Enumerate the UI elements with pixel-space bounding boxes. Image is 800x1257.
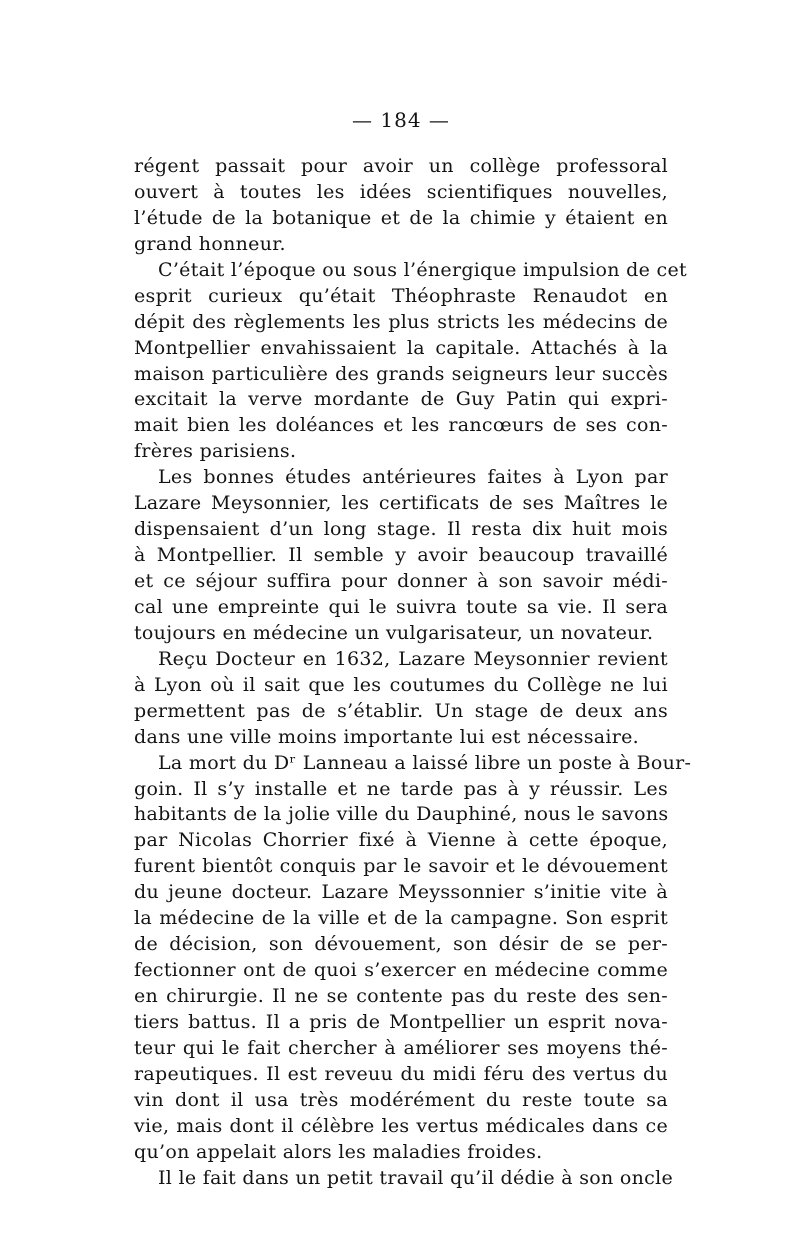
text-line: l’étude de la botanique et de la chimie y étaient en (134, 206, 668, 229)
text-line: maison particulière des grands seigneurs leur succès (134, 362, 668, 385)
text-line: vin dont il usa très modérément du reste toute sa (134, 1088, 668, 1111)
text-line: frères parisiens. (134, 440, 297, 463)
text-line: goin. Il s’y installe et ne tarde pas à y réussir. Les (134, 777, 668, 800)
text-line: permettent pas de s’établir. Un stage de deux ans (134, 699, 668, 722)
text-line: La mort du Dʳ Lanneau a laissé libre un poste à Bour- (158, 751, 692, 774)
text-line: grand honneur. (134, 232, 286, 255)
text-line: fectionner ont de quoi s’exercer en médecine comme (134, 959, 668, 982)
text-line: tiers battus. Il a pris de Montpellier un esprit nova- (134, 1010, 668, 1033)
text-line: furent bientôt conquis par le savoir et le dévouement (134, 855, 668, 878)
text-line: Lazare Meysonnier, les certificats de ses Maîtres le (134, 492, 668, 515)
text-line: ouvert à toutes les idées scientifiques nouvelles, (134, 180, 668, 203)
text-line: Il le fait dans un petit travail qu’il dédie à son oncle (158, 1166, 674, 1189)
text-line: excitait la verve mordante de Guy Patin qui expri- (134, 388, 668, 411)
text-line: à Lyon où il sait que les coutumes du Collège ne lui (134, 673, 668, 696)
text-line: habitants de la jolie ville du Dauphiné, nous le savons (134, 803, 669, 826)
text-line: esprit curieux qu’était Théophraste Renaudot en (134, 284, 668, 307)
text-line: et ce séjour suffira pour donner à son savoir médi- (134, 570, 668, 592)
text-line: qu’on appelait alors les maladies froides. (134, 1140, 543, 1163)
text-line: C’était l’époque ou sous l’énergique impulsion de cet (158, 258, 687, 281)
book-page (134, 108, 692, 1192)
text-line: Montpellier envahissaient la capitale. Attachés à la (134, 336, 668, 359)
text-line: par Nicolas Chorrier fixé à Vienne à cette époque, (134, 829, 668, 852)
text-line: à Montpellier. Il semble y avoir beaucoup travaillé (134, 544, 668, 567)
body-text (134, 154, 692, 1192)
text-line: régent passait pour avoir un collège professoral (134, 155, 668, 177)
text-line: Les bonnes études antérieures faites à Lyon par (158, 466, 668, 489)
text-line: en chirurgie. Il ne se contente pas du reste des sen- (134, 985, 668, 1007)
text-line: mait bien les doléances et les rancœurs de ses con- (134, 414, 668, 437)
text-line: vie, mais dont il célèbre les vertus médicales dans ce (134, 1114, 668, 1137)
text-line: Reçu Docteur en 1632, Lazare Meysonnier revient (158, 647, 668, 670)
text-line: du jeune docteur. Lazare Meyssonnier s’initie vite à (134, 881, 668, 904)
text-line: de décision, son dévouement, son désir de se per- (134, 933, 668, 956)
text-line: dispensaient d’un long stage. Il resta dix huit mois (134, 518, 668, 541)
text-line: dans une ville moins importante lui est nécessaire. (134, 725, 640, 748)
text-line: teur qui le fait chercher à améliorer ses moyens thé- (134, 1036, 668, 1059)
page-number: — 184 — (352, 108, 450, 132)
text-line: cal une empreinte qui le suivra toute sa vie. Il sera (134, 595, 668, 618)
text-line: la médecine de la ville et de la campagne. Son esprit (134, 907, 668, 930)
text-line: toujours en médecine un vulgarisateur, un novateur. (134, 621, 654, 644)
text-line: rapeutiques. Il est reveuu du midi féru des vertus du (134, 1062, 668, 1085)
text-line: dépit des règlements les plus stricts les médecins de (134, 310, 668, 333)
